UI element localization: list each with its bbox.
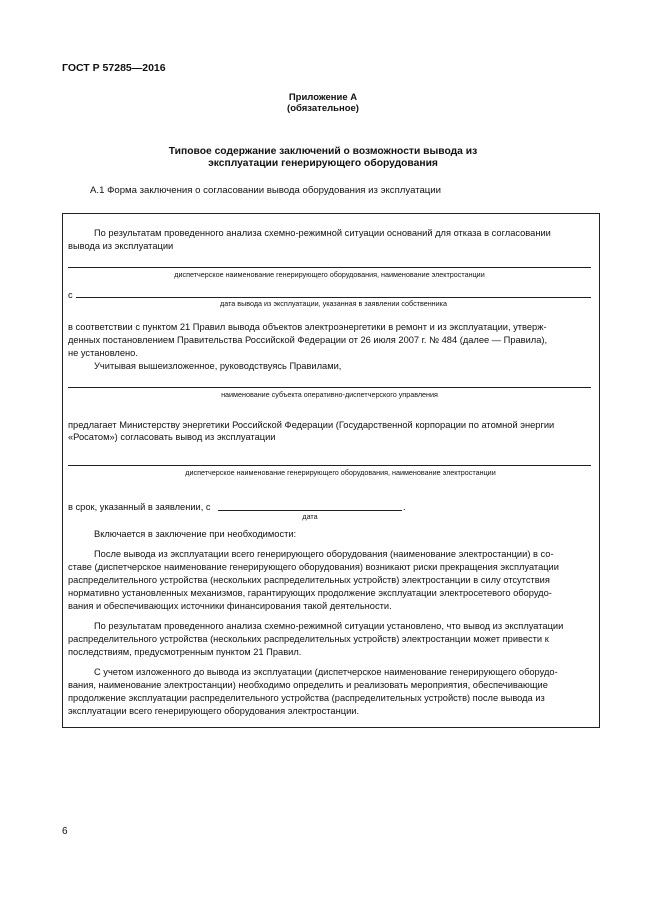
- page-number: 6: [62, 826, 68, 837]
- para2-line: последствиям, предусмотренным пунктом 21 Правил.: [68, 647, 302, 657]
- intro-line-1: По результатам проведенного анализа схемно-режимной ситуации оснований для отказа в согласовании: [94, 228, 551, 238]
- considering-text: Учитывая вышеизложенное, руководствуясь Правилами,: [94, 361, 342, 371]
- para1-line: распределительного устройства (нескольких распределительных устройств) электростанции в силу отсутствия: [68, 575, 550, 585]
- para1-line: ставе (диспетчерское наименование генерирующего оборудования) возникают риски прекращения эксплуатации: [68, 562, 559, 572]
- para3-line: С учетом изложенного до вывода из эксплуатации (диспетчерское наименование генерирующего оборудо-: [94, 667, 558, 677]
- para3-line: вания, наименование электростанции) необходимо определить и реализовать мероприятия, обеспечивающие: [68, 680, 548, 690]
- para2-line: По результатам проведенного анализа схемно-режимной ситуации установлено, что вывод из эксплуатации: [94, 621, 564, 631]
- dispatcher-subject-field-line: [68, 387, 591, 388]
- form-heading: А.1 Форма заключения о согласовании вывода оборудования из эксплуатации: [90, 185, 442, 196]
- para1-line: вания и обеспечивающих источники финансирования такой деятельности.: [68, 601, 392, 611]
- included-note: Включается в заключение при необходимости:: [94, 529, 297, 539]
- para1-line: После вывода из эксплуатации всего генерирующего оборудования (наименование электростанции) в со-: [94, 549, 554, 559]
- proposes-line-1: предлагает Министерству энергетики Российской Федерации (Государственной корпорации по атомной энергии: [68, 420, 555, 430]
- document-id: ГОСТ Р 57285—2016: [62, 62, 166, 74]
- proposes-line-2: «Росатом») согласовать вывод из эксплуатации: [68, 432, 276, 442]
- intro-line-2: вывода из эксплуатации: [68, 241, 174, 251]
- dispatcher-subject-caption: наименование субъекта оперативно-диспетчерского управления: [221, 390, 438, 399]
- para3-line: продолжение эксплуатации распределительного устройства (распределительных устройств) после вывода из: [68, 693, 545, 703]
- term-label: в срок, указанный в заявлении, с: [68, 502, 211, 512]
- from-label: с: [68, 290, 73, 300]
- equipment-name-caption: диспетчерское наименование генерирующего оборудования, наименование электростанции: [174, 270, 485, 279]
- appendix-title: Приложение А: [288, 92, 358, 103]
- equipment-name-caption-2: диспетчерское наименование генерирующего оборудования, наименование электростанции: [185, 468, 496, 477]
- decommission-date-field-line: [76, 297, 591, 298]
- rules-line-1: в соответствии с пунктом 21 Правил вывода объектов электроэнергетики в ремонт и из эксплуатации, утверж-: [68, 322, 547, 332]
- para3-line: эксплуатации всего генерирующего оборудования электростанции.: [68, 706, 360, 716]
- term-date-caption: дата: [302, 512, 318, 521]
- rules-line-2: денных постановлением Правительства Российской Федерации от 26 июля 2007 г. № 484 (далее — Правила),: [68, 335, 548, 345]
- equipment-name-field-line-2: [68, 465, 591, 466]
- term-end: .: [403, 502, 406, 512]
- term-date-field-line: [218, 510, 402, 511]
- rules-line-3: не установлено.: [68, 348, 138, 358]
- document-title-line-2: эксплуатации генерирующего оборудования: [208, 158, 438, 169]
- appendix-subtitle: (обязательное): [287, 103, 359, 114]
- document-title-line-1: Типовое содержание заключений о возможности вывода из: [168, 146, 478, 157]
- decommission-date-caption: дата вывода из эксплуатации, указанная в заявлении собственника: [220, 299, 447, 308]
- equipment-name-field-line: [68, 267, 591, 268]
- para1-line: нормативно установленных механизмов, гарантирующих продолжение эксплуатации электросетевого оборудо-: [68, 588, 552, 598]
- para2-line: распределительного устройства (нескольких распределительных устройств) электростанции может привести к: [68, 634, 549, 644]
